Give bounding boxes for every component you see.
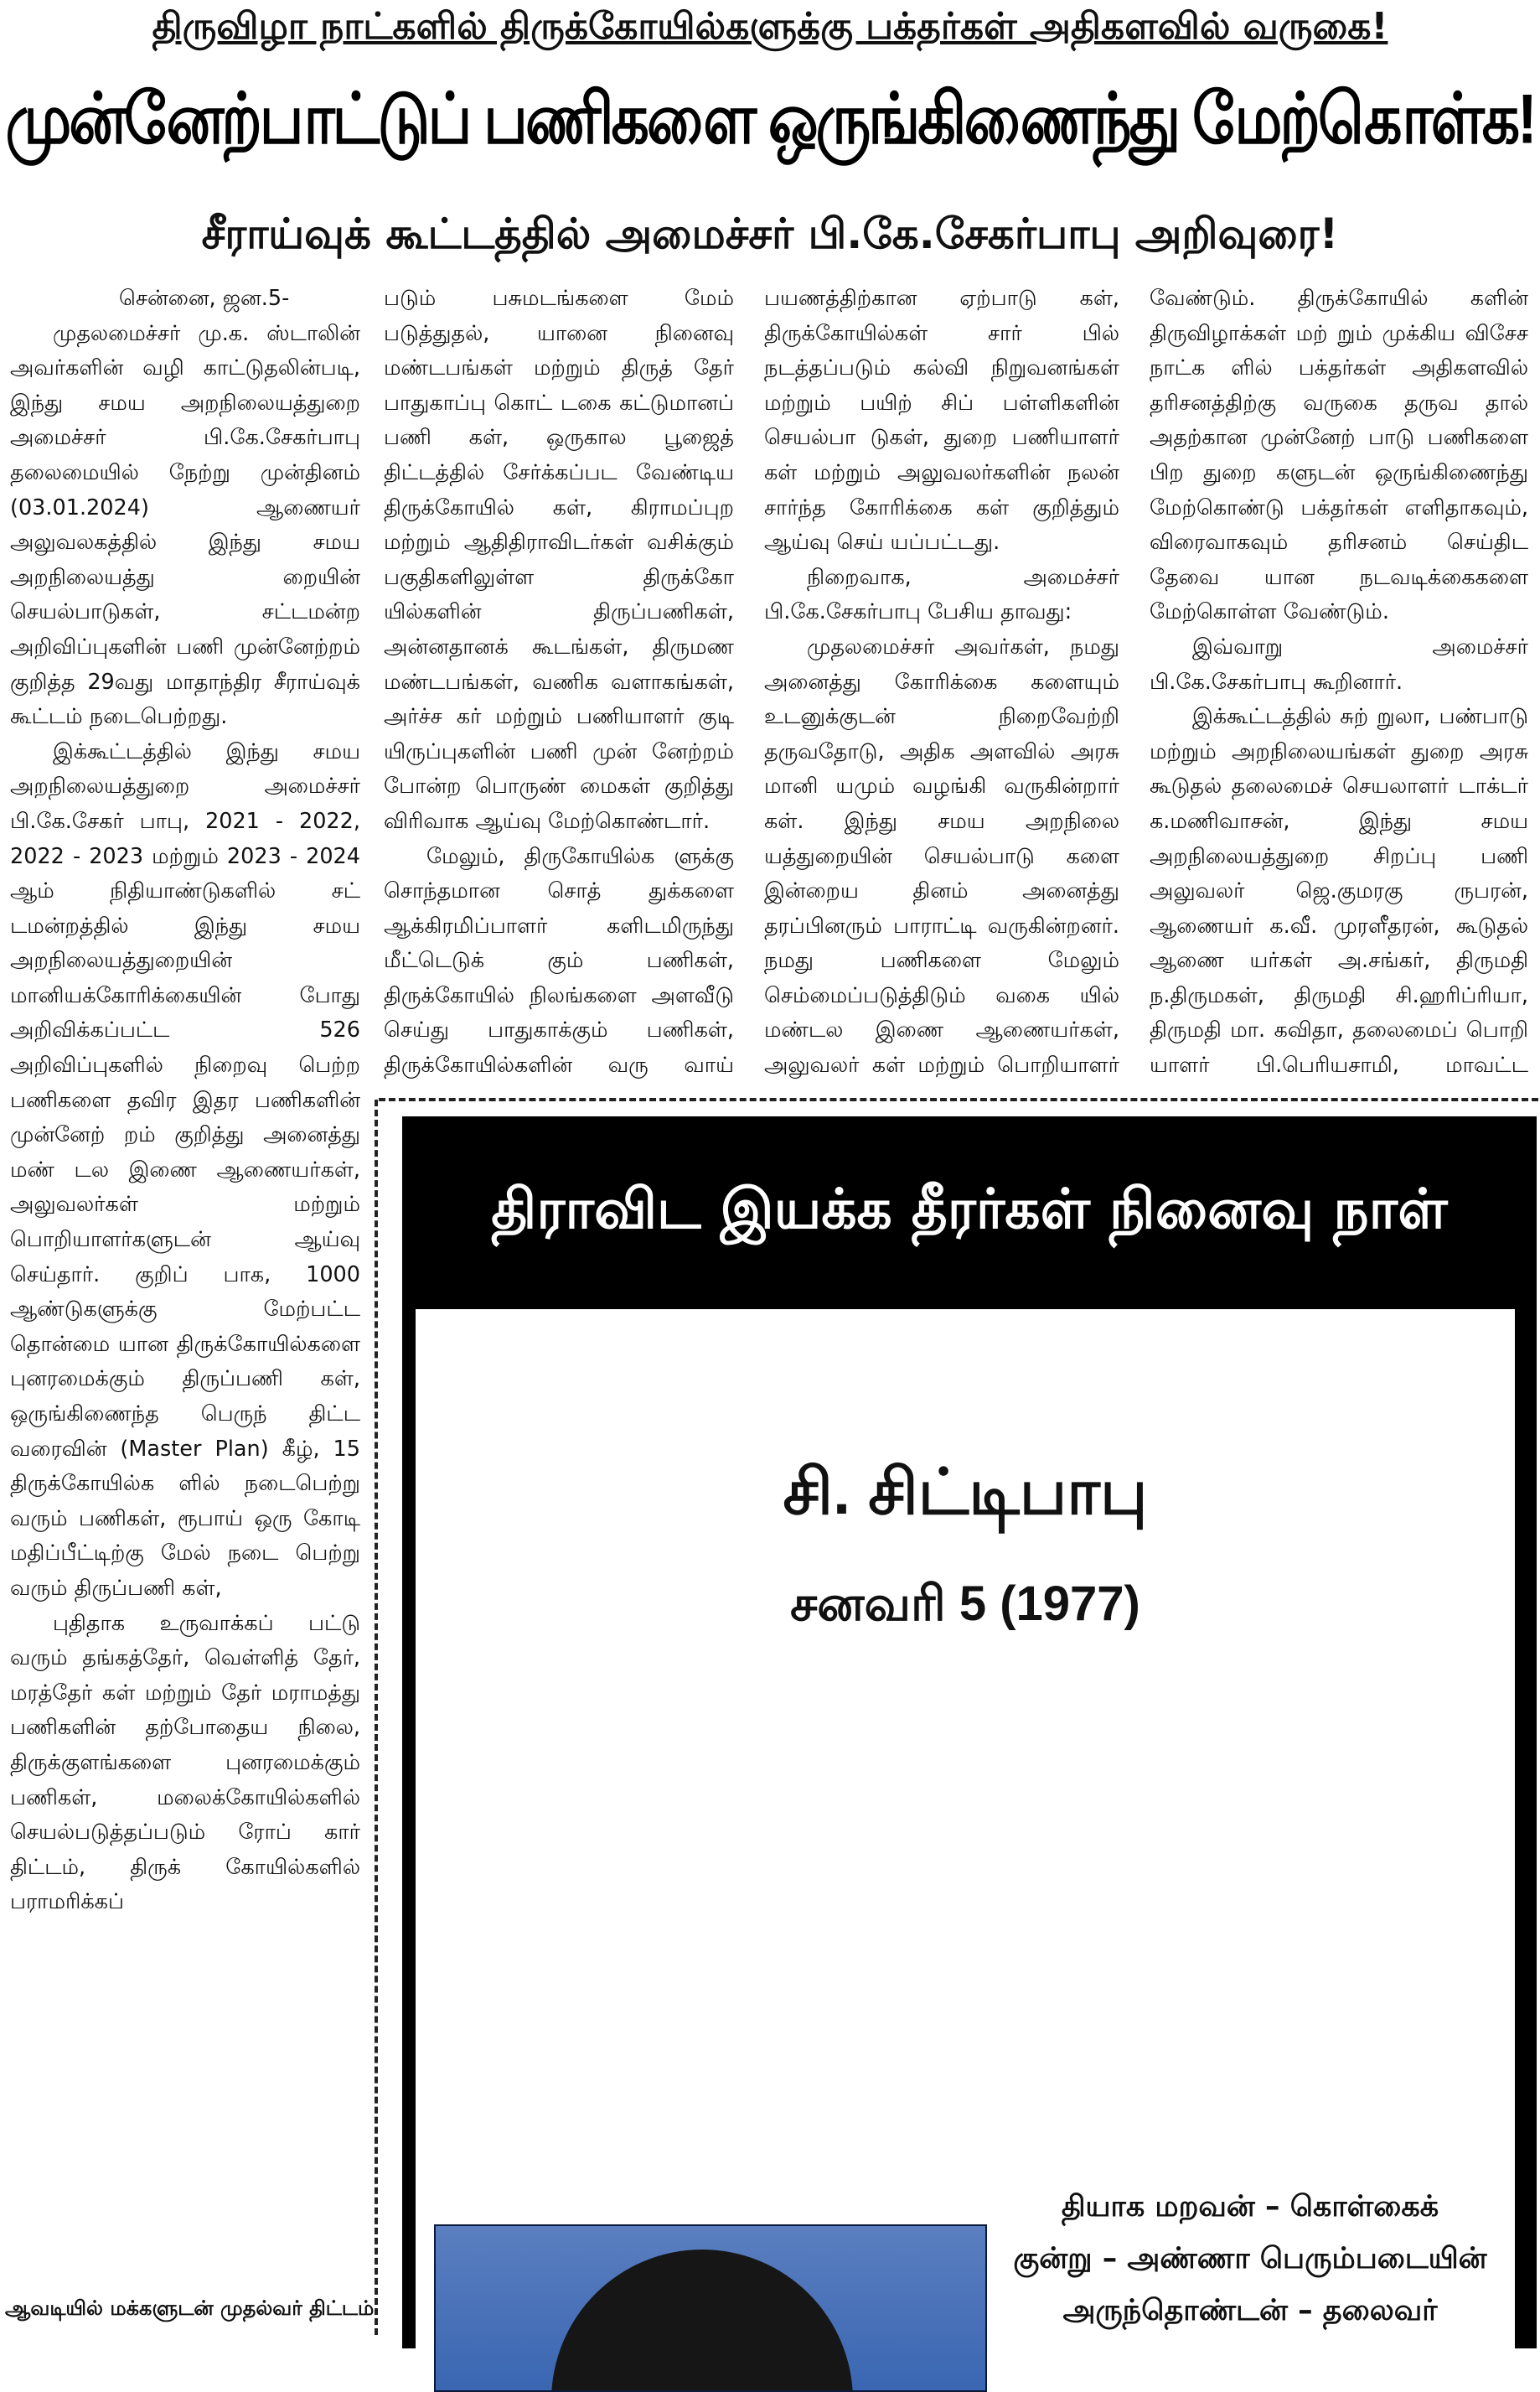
photo-frame	[434, 2224, 987, 2392]
dashed-divider-vertical	[375, 1100, 378, 2335]
article-paragraph: இக்கூட்டத்தில் இந்து சமய அறநிலையத்துறை அமைச்சர் பி.கே.சேகர் பாபு, 2021 - 2022, 2022 - 2023 மற்றும் 2023 - 2024 ஆம் நிதியாண்டுகளில் சட் டமன்றத்தில் இந்து சமய அறநிலையத்துறையின் மானியக்கோரிக்கையின் போது அறிவிக்கப்பட்ட 526 அறிவிப்புகளில் நிறைவு பெற்ற பணிகளை தவிர இதர பணிகளின் முன்னேற் றம் குறித்து அனைத்து மண் டல இணை ஆணையர்கள், அலுவலர்கள் மற்றும் பொறியாளர்களுடன் ஆய்வு செய்தார். குறிப் பாக, 1000 ஆண்டுகளுக்கு மேற்பட்ட தொன்மை யான திருக்கோயில்களை புனரமைக்கும் திருப்பணி கள், ஒருங்கிணைந்த பெருந் திட்ட வரைவின் (Master Plan) கீழ், 15 திருக்கோயில்க ளில் நடைபெற்று வரும் பணிகள், ரூபாய் ஒரு கோடி மதிப்பீட்டிற்கு மேல் நடை பெற்று வரும் திருப்பணி கள்,	[10, 738, 360, 1601]
article-paragraph: இவ்வாறு அமைச்சர் பி.கே.சேகர்பாபு கூறினார்.	[1150, 634, 1528, 695]
article-column-4	[1150, 282, 1528, 1086]
tribute-line: குன்று – அண்ணா பெரும்படையின்	[1013, 2242, 1487, 2276]
memorial-panel	[416, 1309, 1515, 2348]
related-headline: ஆவடியில் மக்களுடன் முதல்வர் திட்டம்	[5, 2296, 374, 2320]
memorial-box	[402, 1116, 1537, 2348]
dateline: சென்னை, ஜன.5-	[119, 286, 290, 311]
article-column-3	[764, 282, 1119, 1086]
article-column-1	[10, 282, 360, 2293]
memorial-title: திராவிட இயக்க தீரர்கள் நினைவு நாள்	[491, 1177, 1448, 1241]
article-paragraph: இக்கூட்டத்தில் சுற் றுலா, பண்பாடு மற்றும் அறநிலையங்கள் துறை அரசு கூடுதல் தலைமைச் செயலாளர் டாக்டர் க.மணிவாசன், இந்து சமய அறநிலையத்துறை சிறப்பு பணி அலுவலர் ஜெ.குமரகு ருபரன், ஆணையர் க.வீ. முரளீதரன், கூடுதல் ஆணை யர்கள் அ.சங்கர், திருமதி ந.திருமகள், திருமதி சி.ஹரிப்ரியா, திருமதி மா. கவிதா, தலைமைப் பொறி யாளர் பி.பெரியசாமி, மாவட்ட	[1150, 704, 1528, 1079]
subheadline: சீராய்வுக் கூட்டத்தில் அமைச்சர் பி.கே.சேகர்பாபு அறிவுரை!	[201, 210, 1339, 258]
article-paragraph: நிறைவாக, அமைச்சர் பி.கே.சேகர்பாபு பேசிய தாவது:	[764, 564, 1119, 625]
article-paragraph: வேண்டும். திருக்கோயில் களின் திருவிழாக்கள் மற் றும் முக்கிய விசேச நாட்க ளில் பக்தர்கள் அதிகளவில் தரிசனத்திற்கு வருகை தருவ தால் அதற்கான முன்னேற் பாடு பணிகளை பிற துறை களுடன் ஒருங்கிணைந்து மேற்கொண்டு பக்தர்கள் எளிதாகவும், விரைவாகவும் தரிசனம் செய்திட தேவை யான நடவடிக்கைகளை மேற்கொள்ள வேண்டும்.	[1150, 286, 1528, 625]
article-paragraph: பயணத்திற்கான ஏற்பாடு கள், திருக்கோயில்கள் சார் பில் நடத்தப்படும் கல்வி நிறுவனங்கள் மற்றும் பயிற் சிப் பள்ளிகளின் செயல்பா டுகள், துறை பணியாளர் கள் மற்றும் அலுவலர்களின் நலன் சார்ந்த கோரிக்கை கள் குறித்தும் ஆய்வு செய் யப்பட்டது.	[764, 286, 1119, 556]
article-column-2	[384, 282, 734, 1086]
main-headline: முன்னேற்பாட்டுப் பணிகளை ஒருங்கிணைந்து மேற்கொள்க!	[5, 80, 1535, 159]
tribute-text	[990, 2181, 1510, 2337]
article-paragraph: முதலமைச்சர் மு.க. ஸ்டாலின் அவர்களின் வழி காட்டுதலின்படி, இந்து சமய அறநிலையத்துறை அமைச்சர் பி.கே.சேகர்பாபு தலைமையில் நேற்று முன்தினம் (03.01.2024) ஆணையர் அலுவலகத்தில் இந்து சமய அறநிலையத்து றையின் செயல்பாடுகள், சட்டமன்ற அறிவிப்புகளின் பணி முன்னேற்றம் குறித்த 29வது மாதாந்திர சீராய்வுக் கூட்டம் நடைபெற்றது.	[10, 320, 360, 730]
kicker-headline: திருவிழா நாட்களில் திருக்கோயில்களுக்கு பக்தர்கள் அதிகளவில் வருகை!	[152, 5, 1388, 48]
dashed-divider-horizontal	[379, 1098, 1538, 1101]
article-paragraph: முதலமைச்சர் அவர்கள், நமது அனைத்து கோரிக்கை களையும் உடனுக்குடன் நிறைவேற்றி தருவதோடு, அதிக அளவில் அரசு மானி யமும் வழங்கி வருகின்றார் கள். இந்து சமய அறநிலை யத்துறையின் செயல்பாடு களை இன்றைய தினம் அனைத்து தரப்பினரும் பாராட்டி வருகின்றனர். நமது பணிகளை மேலும் செம்மைப்படுத்திடும் வகை யில் மண்டல இணை ஆணையர்கள், அலுவலர் கள் மற்றும் பொறியாளர்	[764, 634, 1119, 1079]
tribute-line: அருந்தொண்டன் – தலைவர்	[1062, 2294, 1438, 2327]
memorial-date: சனவரி 5 (1977)	[790, 1577, 1140, 1631]
article-paragraph: படும் பசுமடங்களை மேம் படுத்துதல், யானை நினைவு மண்டபங்கள் மற்றும் திருத் தேர் பாதுகாப்பு கொட் டகை கட்டுமானப் பணி கள், ஒருகால பூஜைத் திட்டத்தில் சேர்க்கப்பட வேண்டிய திருக்கோயில் கள், கிராமப்புற மற்றும் ஆதிதிராவிடர்கள் வசிக்கும் பகுதிகளிலுள்ள திருக்கோ யில்களின் திருப்பணிகள், அன்னதானக் கூடங்கள், திருமண மண்டபங்கள், வணிக வளாகங்கள், அர்ச்ச கர் மற்றும் பணியாளர் குடி யிருப்புகளின் பணி முன் னேற்றம் போன்ற பொருண் மைகள் குறித்து விரிவாக ஆய்வு மேற்கொண்டார்.	[384, 286, 734, 834]
article-paragraph: புதிதாக உருவாக்கப் பட்டு வரும் தங்கத்தேர், வெள்ளித் தேர், மரத்தேர் கள் மற்றும் தேர் மராமத்து பணிகளின் தற்போதைய நிலை, திருக்குளங்களை புனரமைக்கும் பணிகள், மலைக்கோயில்களில் செயல்படுத்தப்படும் ரோப் கார் திட்டம், திருக் கோயில்களில் பராமரிக்கப்	[10, 1610, 360, 1915]
memorial-name: சி. சிட்டிபாபு	[783, 1457, 1148, 1528]
portrait-photo	[434, 2224, 987, 2392]
tribute-line: தியாக மறவன் – கொள்கைக்	[1061, 2190, 1439, 2224]
article-paragraph: மேலும், திருகோயில்க ளுக்கு சொந்தமான சொத் துக்களை ஆக்கிரமிப்பாளர் களிடமிருந்து மீட்டெடுக் கும் பணிகள், திருக்கோயில் நிலங்களை அளவீடு செய்து பாதுகாக்கும் பணிகள், திருக்கோயில்களின் வரு வாய்	[384, 843, 734, 1079]
